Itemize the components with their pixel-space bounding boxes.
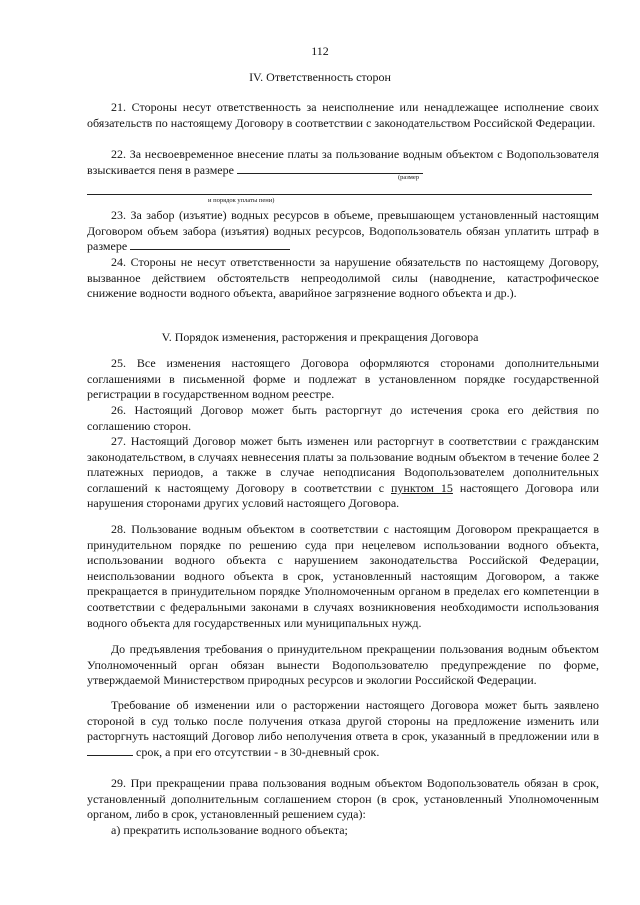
paragraph-27 xyxy=(87,434,599,512)
paragraph-28-claim xyxy=(87,698,599,760)
paragraph-28: 28. Пользование водным объектом в соответствии с настоящим Договором прекращается в принудительном порядке по решению суда при нецелевом использовании водного объекта, использовании водного объекта с нарушением законодательства Российской Федерации, неиспользовании водного объекта в срок, установленный настоящим Договором, а также прекращается в принудительном порядке Уполномоченным органом в пределах его компетенции в соответствии с федеральными законами в случаях возникновения необходимости использования водного объекта для государственных или муниципальных нужд. xyxy=(87,522,599,630)
paragraph-22-text: 22. За несвоевременное внесение платы за пользование водным объектом с Водопользователя взыскивается пеня в размере xyxy=(87,147,599,177)
penalty-amount-blank xyxy=(237,164,423,174)
penalty-order-blank xyxy=(87,194,592,195)
paragraph-29: 29. При прекращении права пользования водным объектом Водопользователь обязан в срок, установленный дополнительным соглашением сторон (в срок, установленный Уполномоченным органом, либо в срок, установленный решением суда): xyxy=(87,776,599,822)
paragraph-27-text-b: настоящего Договора или нарушения сторонами других условий настоящего Договора. xyxy=(87,480,600,511)
clause-15-link[interactable]: пунктом 15 xyxy=(391,480,453,495)
paragraph-23 xyxy=(87,208,599,255)
term-blank xyxy=(87,746,133,756)
paragraph-23-text: 23. За забор (изъятие) водных ресурсов в объеме, превышающем установленный настоящим Договором объем забора (изъятия) водных ресурсов, Водопользователь обязан уплатить штраф в размере xyxy=(87,208,599,254)
section-5-heading: V. Порядок изменения, расторжения и прекращения Договора xyxy=(161,330,479,344)
page-number: 112 xyxy=(311,44,329,58)
paragraph-28-warning: До предъявления требования о принудительном прекращении пользования водным объектом Уполномоченный орган обязан вынести Водопользователю предупреждение по форме, утверждаемой Министерством природных ресурсов и экологии Российской Федерации. xyxy=(87,642,599,688)
paragraph-26: 26. Настоящий Договор может быть расторгнут до истечения срока его действия по соглашению сторон. xyxy=(87,403,599,433)
hint-size: (размер xyxy=(398,174,420,181)
paragraph-29-item-a: а) прекратить использование водного объекта; xyxy=(111,823,348,837)
fine-amount-blank xyxy=(130,240,290,250)
paragraph-24: 24. Стороны не несут ответственности за нарушение обязательств по настоящему Договору, вызванное действием обстоятельств непреодолимой силы (наводнение, катастрофическое снижение водности водного объекта, аварийное загрязнение водного объекта и др.). xyxy=(87,255,599,301)
paragraph-28-claim-text-a: Требование об изменении или о расторжении настоящего Договора может быть заявлено стороной в суд только после получения отказа другой стороны на предложение изменить или расторгнуть настоящий Договор либо неполучения ответа в срок, указанный в предложении или в xyxy=(87,698,599,744)
section-4-heading: IV. Ответственность сторон xyxy=(249,70,391,84)
hint-order: и порядок уплаты пени) xyxy=(208,197,275,204)
paragraph-22 xyxy=(87,147,599,178)
paragraph-27-text-a: 27. Настоящий Договор может быть изменен или расторгнут в соответствии с гражданским законодательством, в случаях невнесения платы за пользование водным объектом в течение более 2 платежных периодов, а также в случае неподписания Водопользователем дополнительных соглашений к настоящему Договору в соответствии с xyxy=(87,434,599,495)
paragraph-21: 21. Стороны несут ответственность за неисполнение или ненадлежащее исполнение своих обязательств по настоящему Договору в соответствии с законодательством Российской Федерации. xyxy=(87,100,599,130)
paragraph-28-claim-text-b: срок, а при его отсутствии - в 30-дневный срок. xyxy=(136,744,380,759)
paragraph-25: 25. Все изменения настоящего Договора оформляются сторонами дополнительными соглашениями в письменной форме и подлежат в установленном порядке государственной регистрации в государственном водном реестре. xyxy=(87,356,599,402)
